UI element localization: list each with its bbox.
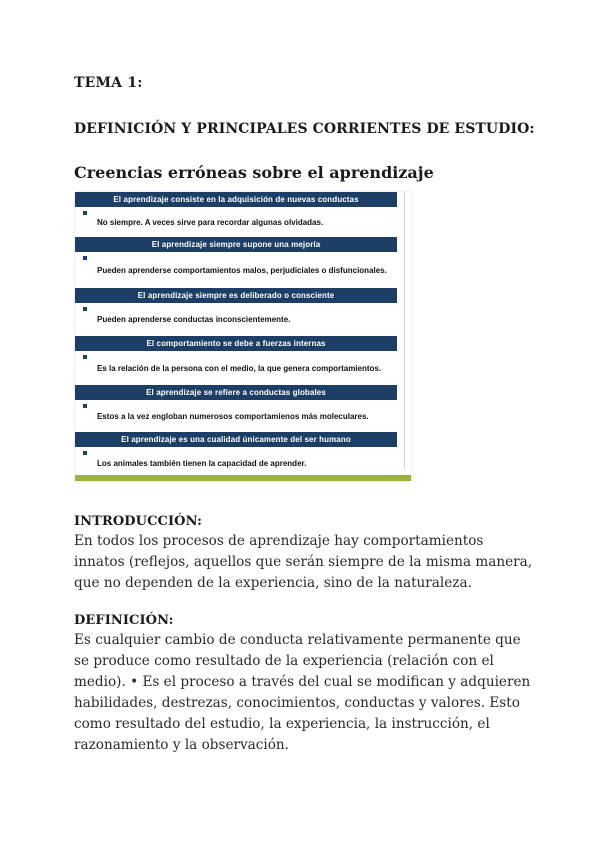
section-heading: DEFINICIÓN Y PRINCIPALES CORRIENTES DE ESTUDIO: bbox=[74, 121, 535, 137]
table-row bbox=[75, 336, 397, 385]
row-header: El aprendizaje siempre es deliberado o consciente bbox=[75, 288, 397, 303]
definicion-paragraph: Es cualquier cambio de conducta relativamente permanente que se produce como resultado de la experiencia (relación con el medio). • Es el proceso a través del cual se modifican y adquieren habilidades, destrezas, conocimientos, conductas y valores. Esto como resultado del estudio, la experiencia, la instrucción, el razonamiento y la observación. bbox=[74, 632, 531, 753]
row-header: El aprendizaje se refiere a conductas globales bbox=[75, 385, 397, 400]
row-text: Los animales también tienen la capacidad de aprender. bbox=[97, 458, 307, 468]
square-bullet-icon bbox=[83, 211, 87, 215]
row-header: El aprendizaje siempre supone una mejoría bbox=[75, 237, 397, 252]
row-header: El aprendizaje consiste en la adquisición de nuevas conductas bbox=[75, 192, 397, 207]
row-text: Pueden aprenderse conductas inconscientemente. bbox=[97, 315, 291, 324]
introduccion-title: INTRODUCCIÓN: bbox=[74, 514, 202, 529]
table-row bbox=[75, 432, 397, 479]
square-bullet-icon bbox=[83, 256, 87, 260]
row-text: No siempre. A veces sirve para recordar algunas olvidadas. bbox=[97, 217, 324, 227]
subsection-heading: Creencias erróneas sobre el aprendizaje bbox=[74, 163, 434, 182]
table-row bbox=[75, 385, 397, 432]
row-body bbox=[75, 351, 397, 385]
definicion-title: DEFINICIÓN: bbox=[74, 613, 174, 628]
table-accent-bar bbox=[75, 475, 411, 481]
introduccion-paragraph: En todos los procesos de aprendizaje hay comportamientos innatos (reflejos, aquellos que serán siempre de la misma manera, que no dependen de la experiencia, sino de la naturaleza. bbox=[74, 533, 533, 591]
beliefs-table bbox=[75, 192, 411, 481]
row-text: Estos a la vez engloban numerosos comportamienos más moleculares. bbox=[97, 411, 369, 421]
row-body bbox=[75, 207, 397, 237]
table-row bbox=[75, 237, 397, 288]
row-header: El aprendizaje es una cualidad únicamente del ser humano bbox=[75, 432, 397, 447]
row-body bbox=[75, 252, 397, 288]
square-bullet-icon bbox=[83, 355, 87, 359]
table-row bbox=[75, 288, 397, 336]
table-side-line bbox=[404, 192, 405, 470]
row-header: El comportamiento se debe a fuerzas internas bbox=[75, 336, 397, 351]
tema-heading: TEMA 1: bbox=[74, 75, 143, 91]
table-row bbox=[75, 192, 397, 237]
row-text: Es la relación de la persona con el medio, la que genera comportamientos. bbox=[97, 363, 382, 373]
row-text: Pueden aprenderse comportamientos malos, perjudiciales o disfuncionales. bbox=[97, 265, 387, 275]
square-bullet-icon bbox=[83, 451, 87, 455]
square-bullet-icon bbox=[83, 307, 87, 311]
row-body bbox=[75, 303, 397, 336]
square-bullet-icon bbox=[83, 404, 87, 408]
row-body bbox=[75, 400, 397, 432]
